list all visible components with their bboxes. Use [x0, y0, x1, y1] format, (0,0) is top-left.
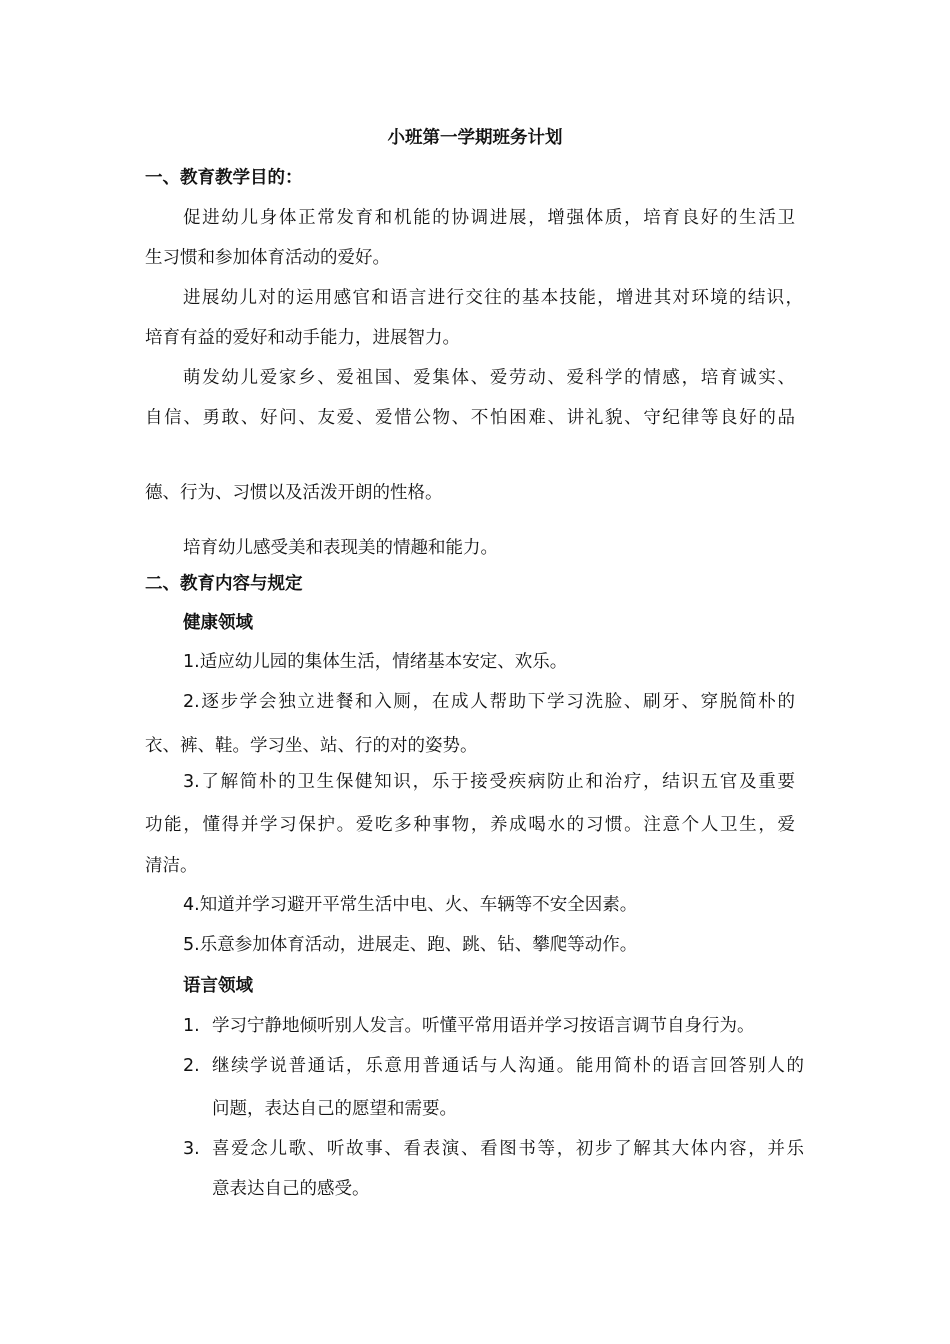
paragraph-3-line-3: 德、行为、习惯以及活泼开朗的性格。 [145, 483, 443, 503]
paragraph-2-line-1: 进展幼儿对的运用感官和语言进行交往的基本技能，增进其对环境的结识， [183, 288, 803, 308]
health-item-3-line-1: 3.了解简朴的卫生保健知识，乐于接受疾病防止和治疗，结识五官及重要 [183, 772, 795, 792]
section1-heading: 一、教育教学目的： [145, 168, 303, 188]
language-item-2-number: 2. [183, 1056, 200, 1076]
paragraph-2-line-2: 培育有益的爱好和动手能力，进展智力。 [145, 328, 460, 348]
language-item-1-number: 1. [183, 1016, 200, 1036]
language-item-1-line-1: 学习宁静地倾听别人发言。听懂平常用语并学习按语言调节自身行为。 [212, 1016, 755, 1036]
health-item-2-line-1: 2.逐步学会独立进餐和入厕，在成人帮助下学习洗脸、刷牙、穿脱简朴的 [183, 692, 795, 712]
health-item-3-line-2: 功能，懂得并学习保护。爱吃多种事物，养成喝水的习惯。注意个人卫生，爱 [145, 815, 795, 835]
section2-heading: 二、教育内容与规定 [145, 574, 303, 594]
health-item-2-line-2: 衣、裤、鞋。学习坐、站、行的对的姿势。 [145, 736, 478, 756]
paragraph-3-line-1: 萌发幼儿爱家乡、爱祖国、爱集体、爱劳动、爱科学的情感，培育诚实、 [183, 368, 795, 388]
health-item-4: 4.知道并学习避开平常生活中电、火、车辆等不安全因素。 [183, 895, 638, 915]
language-item-2-line-1: 继续学说普通话，乐意用普通话与人沟通。能用简朴的语言回答别人的 [212, 1056, 804, 1076]
paragraph-4-line-1: 培育幼儿感受美和表现美的情趣和能力。 [183, 538, 498, 558]
health-item-1: 1.适应幼儿园的集体生活，情绪基本安定、欢乐。 [183, 652, 568, 672]
paragraph-1-line-2: 生习惯和参加体育活动的爱好。 [145, 248, 390, 268]
language-item-2-line-2: 问题，表达自己的愿望和需要。 [212, 1099, 457, 1119]
language-item-3-line-2: 意表达自己的感受。 [212, 1179, 370, 1199]
page-title: 小班第一学期班务计划 [387, 128, 563, 148]
language-item-3-line-1: 喜爱念儿歌、听故事、看表演、看图书等，初步了解其大体内容，并乐 [212, 1139, 804, 1159]
paragraph-3-line-2: 自信、勇敢、好问、友爱、爱惜公物、不怕困难、讲礼貌、守纪律等良好的品 [145, 408, 795, 428]
health-item-3-line-3: 清洁。 [145, 856, 198, 876]
health-domain-heading: 健康领域 [183, 613, 253, 633]
language-domain-heading: 语言领域 [183, 976, 253, 996]
health-item-5: 5.乐意参加体育活动，进展走、跑、跳、钻、攀爬等动作。 [183, 935, 638, 955]
paragraph-1-line-1: 促进幼儿身体正常发育和机能的协调进展，增强体质，培育良好的生活卫 [183, 208, 795, 228]
language-item-3-number: 3. [183, 1139, 200, 1159]
